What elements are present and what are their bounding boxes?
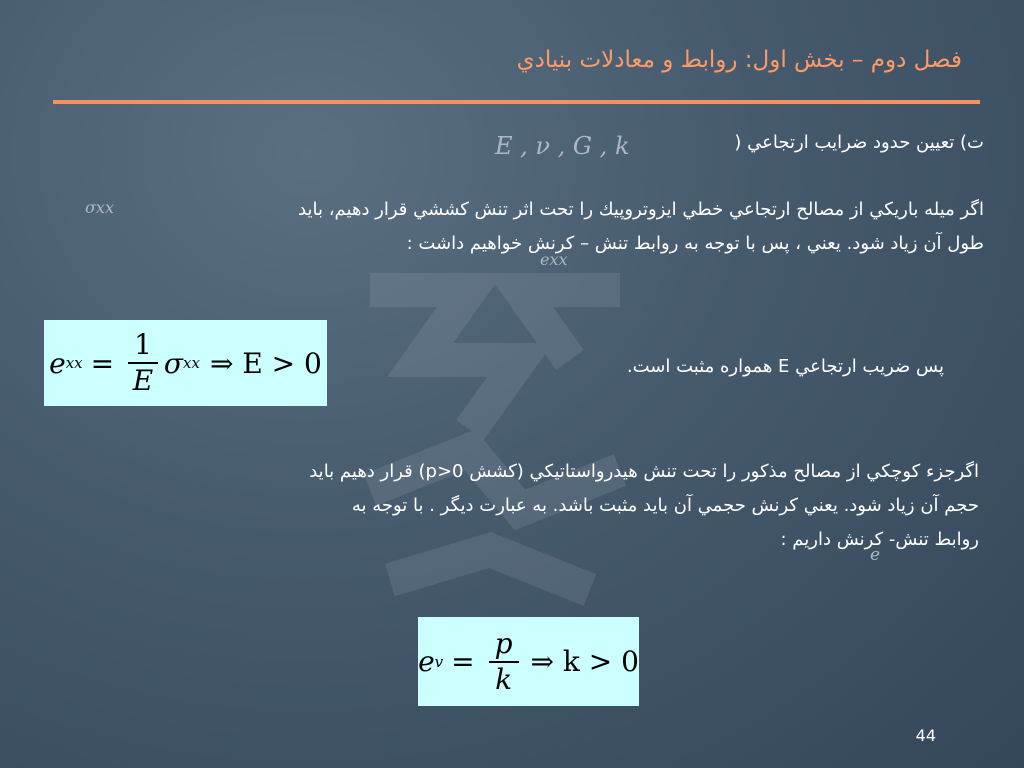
formula1-lhs: e (49, 346, 66, 380)
page-number: 44 (915, 726, 936, 745)
formula2-lhs-sub: v (434, 652, 444, 671)
formula1-rhs: ⇒ E > 0 (209, 346, 322, 380)
paragraph-hydro-line2: حجم آن زياد شود. يعني کرنش حجمي آن بايد مثبت باشد. به عبارت ديگر . با توجه به (351, 495, 979, 516)
inline-ev: e (870, 545, 881, 565)
paragraph-hydrostatic (79, 455, 979, 557)
formula2-denominator: k (495, 662, 513, 696)
paragraph-rod-line2: طول آن زياد شود. يعني ، پس با توجه به روابط تنش – کرنش خواهيم داشت : (406, 233, 984, 254)
paragraph-hydro-line1: اگرجزء کوچکي از مصالح مذکور را تحت تنش هيدرواستاتيکي (کشش p>0) قرار دهيم بايد (309, 461, 979, 482)
formula1-sigma: σ (163, 346, 184, 380)
slide-title: فصل دوم – بخش اول: روابط و معادلات بنيادي (516, 47, 962, 73)
paragraph-e-positive: پس ضريب ارتجاعي E همواره مثبت است. (626, 356, 944, 377)
inline-sigma-xx: σxx (85, 198, 114, 217)
section-t-heading: ت) تعيين حدود ضرايب ارتجاعي ( (734, 132, 984, 153)
paragraph-rod-line1: اگر ميله باريکي از مصالح ارتجاعي خطي ايزوتروپيك را تحت اثر تنش کششي قرار دهيم، بايد (298, 199, 984, 220)
formula-bulk-modulus: e v = $\frac{p}{k}$ ⇒ k > 0 (418, 617, 639, 706)
formula1-sigma-sub: xx (183, 354, 200, 372)
paragraph-hydro-line3: روابط تنش- کرنش داريم : (780, 529, 979, 550)
title-divider (53, 100, 980, 104)
section-t-math: E , ν , G , k (495, 132, 630, 160)
paragraph-rod-tension (24, 193, 984, 261)
formula2-lhs: e (418, 645, 435, 678)
formula-young-modulus: e xx = $\frac{1}{E}$ σ xx ⇒ E > 0 (44, 320, 327, 406)
formula1-denominator: E (132, 364, 154, 397)
inline-exx: exx (540, 250, 568, 269)
formula2-numerator: p (489, 627, 519, 663)
formula1-fraction (128, 328, 158, 398)
formula1-numerator: 1 (128, 328, 158, 364)
watermark-logo-icon (330, 250, 660, 630)
formula2-rhs: ⇒ k > 0 (530, 645, 639, 678)
formula2-fraction (489, 627, 519, 697)
formula1-lhs-sub: xx (65, 354, 83, 372)
